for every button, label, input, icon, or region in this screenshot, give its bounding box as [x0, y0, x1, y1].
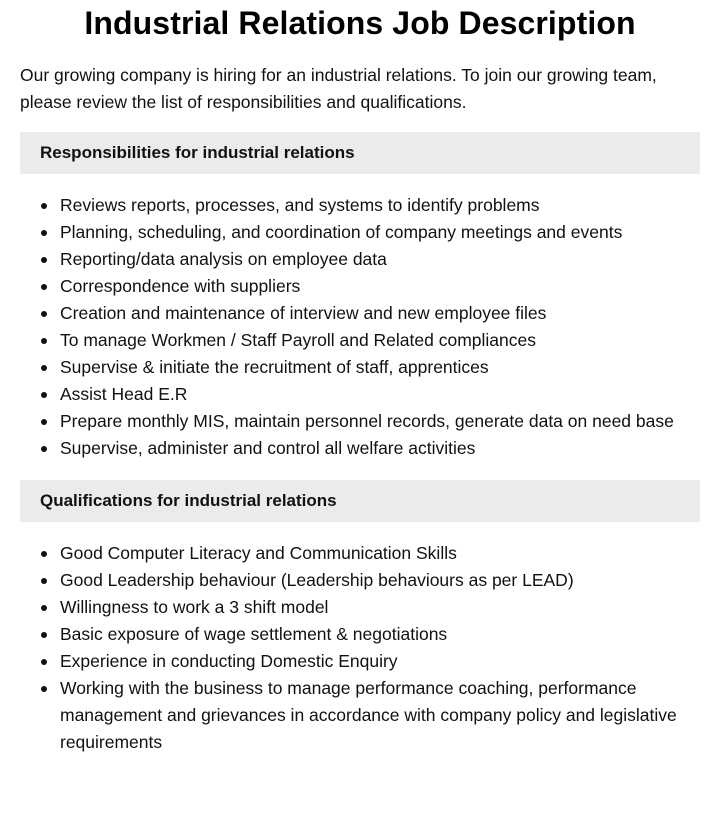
list-item [60, 300, 700, 327]
list-item [60, 192, 700, 219]
list-item-text: Basic exposure of wage settlement & negotiations [60, 624, 448, 644]
list-item [60, 594, 700, 621]
bullet-icon [41, 230, 47, 236]
list-item-text: Reviews reports, processes, and systems to identify problems [60, 195, 540, 215]
list-item-text: Planning, scheduling, and coordination of company meetings and events [60, 222, 623, 242]
qualifications-heading: Qualifications for industrial relations [20, 480, 700, 522]
list-item [60, 540, 700, 567]
bullet-icon [41, 605, 47, 611]
list-item [60, 246, 700, 273]
page-title: Industrial Relations Job Description [84, 5, 636, 41]
list-item-text: Working with the business to manage performance coaching, performance management and grievances in accordance with company policy and legislative requirements [60, 678, 677, 752]
list-item-text: Prepare monthly MIS, maintain personnel records, generate data on need base [60, 411, 674, 431]
list-item [60, 354, 700, 381]
list-item-text: Reporting/data analysis on employee data [60, 249, 387, 269]
list-item-text: Supervise & initiate the recruitment of staff, apprentices [60, 357, 489, 377]
list-item [60, 381, 700, 408]
qualifications-list [20, 540, 700, 756]
list-item-text: To manage Workmen / Staff Payroll and Related compliances [60, 330, 536, 350]
list-item [60, 675, 700, 756]
bullet-icon [41, 203, 47, 209]
bullet-icon [41, 392, 47, 398]
list-item-text: Good Leadership behaviour (Leadership behaviours as per LEAD) [60, 570, 574, 590]
list-item-text: Correspondence with suppliers [60, 276, 301, 296]
list-item-text: Willingness to work a 3 shift model [60, 597, 329, 617]
list-item [60, 648, 700, 675]
list-item-text: Creation and maintenance of interview and new employee files [60, 303, 547, 323]
list-item [60, 327, 700, 354]
list-item-text: Experience in conducting Domestic Enquiry [60, 651, 398, 671]
bullet-icon [41, 686, 47, 692]
responsibilities-list [20, 192, 700, 462]
bullet-icon [41, 659, 47, 665]
list-item [60, 219, 700, 246]
list-item [60, 408, 700, 435]
list-item-text: Assist Head E.R [60, 384, 188, 404]
bullet-icon [41, 257, 47, 263]
list-item [60, 621, 700, 648]
bullet-icon [41, 446, 47, 452]
list-item [60, 273, 700, 300]
list-item [60, 567, 700, 594]
responsibilities-heading: Responsibilities for industrial relations [20, 132, 700, 174]
bullet-icon [41, 632, 47, 638]
bullet-icon [41, 551, 47, 557]
bullet-icon [41, 338, 47, 344]
bullet-icon [41, 578, 47, 584]
list-item-text: Good Computer Literacy and Communication Skills [60, 543, 457, 563]
bullet-icon [41, 284, 47, 290]
intro-paragraph: Our growing company is hiring for an industrial relations. To join our growing team, please review the list of responsibilities and qualifications. [20, 65, 657, 112]
bullet-icon [41, 419, 47, 425]
list-item [60, 435, 700, 462]
list-item-text: Supervise, administer and control all welfare activities [60, 438, 476, 458]
bullet-icon [41, 365, 47, 371]
bullet-icon [41, 311, 47, 317]
